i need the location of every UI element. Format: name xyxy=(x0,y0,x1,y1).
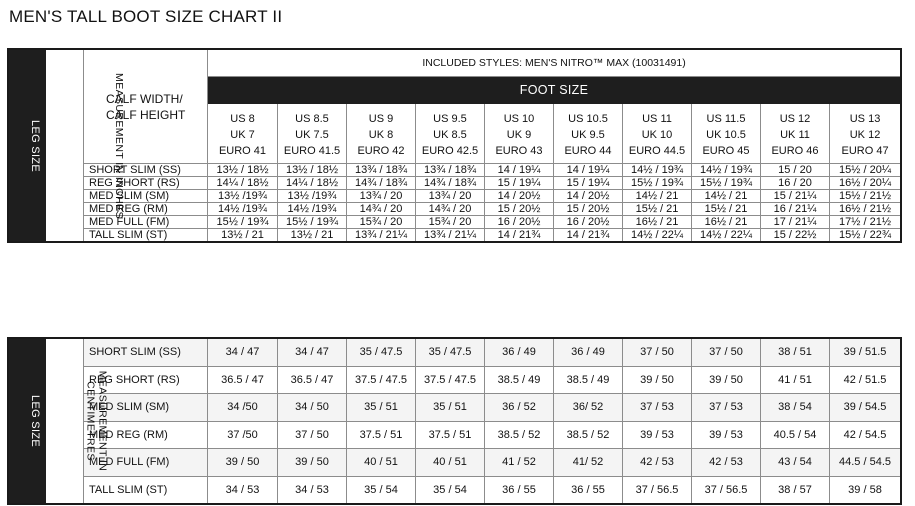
leg-size-label: LEG SIZE xyxy=(28,395,41,447)
size-uk: UK 12 xyxy=(849,128,881,141)
table-cell: 15 / 22½ xyxy=(761,229,830,242)
size-us: US 12 xyxy=(779,112,811,125)
table-cell: 15½ / 22¾ xyxy=(830,229,901,242)
table-cell: 13¾ / 20 xyxy=(416,190,485,203)
row-label: TALL SLIM (ST) xyxy=(84,476,208,504)
row-label: REG SHORT (RS) xyxy=(84,177,208,190)
table-cell: 36 / 55 xyxy=(554,476,623,504)
leg-size-label: LEG SIZE xyxy=(28,119,41,172)
table-cell: 38.5 / 49 xyxy=(554,366,623,394)
table-cell: 38 / 54 xyxy=(761,394,830,422)
table-cell: 17 / 21¼ xyxy=(761,216,830,229)
table-cell: 36 / 49 xyxy=(485,339,554,367)
table-cell: 15½ / 19¾ xyxy=(623,177,692,190)
table-cell: 13½ / 18½ xyxy=(208,164,278,177)
foot-size-column-header xyxy=(830,104,901,164)
table-cell: 37 / 53 xyxy=(623,394,692,422)
table-cell: 14 / 19¼ xyxy=(485,164,554,177)
table-cell: 13¾ / 21¼ xyxy=(416,229,485,242)
table-row xyxy=(9,164,901,177)
table-cell: 34 / 47 xyxy=(208,339,278,367)
size-uk: UK 7 xyxy=(230,128,255,141)
size-euro: EURO 43 xyxy=(495,144,543,157)
table-cell: 39 / 53 xyxy=(623,421,692,449)
table-row xyxy=(9,339,901,367)
foot-size-column-header xyxy=(692,104,761,164)
table-cell: 13¾ / 18¾ xyxy=(347,164,416,177)
table-cell: 15 / 19¼ xyxy=(554,177,623,190)
table-cell: 15 / 21¼ xyxy=(761,190,830,203)
table-cell: 43 / 54 xyxy=(761,449,830,477)
table-cell: 38.5 / 52 xyxy=(485,421,554,449)
table-cell: 15½ / 20¼ xyxy=(830,164,901,177)
table-row xyxy=(9,394,901,422)
size-uk: UK 8 xyxy=(368,128,394,141)
table-cell: 15¾ / 20 xyxy=(416,216,485,229)
table-cell: 44.5 / 54.5 xyxy=(830,449,901,477)
size-uk: UK 9 xyxy=(506,128,532,141)
row-label: MED FULL (FM) xyxy=(84,216,208,229)
table-cell: 34 /50 xyxy=(208,394,278,422)
size-uk: UK 9.5 xyxy=(571,128,605,141)
table-cell: 35 / 54 xyxy=(416,476,485,504)
table-row xyxy=(9,449,901,477)
size-euro: EURO 42.5 xyxy=(421,144,479,157)
measurement-line-1: MEASUREMENT IN xyxy=(96,370,109,472)
table-cell: 38.5 / 52 xyxy=(554,421,623,449)
table-cell: 36.5 / 47 xyxy=(208,366,278,394)
table-cell: 34 / 53 xyxy=(208,476,278,504)
size-euro: EURO 44 xyxy=(564,144,612,157)
row-label: MED SLIM (SM) xyxy=(84,190,208,203)
size-uk: UK 10.5 xyxy=(706,128,746,141)
foot-size-column-header xyxy=(416,104,485,164)
table-cell: 38 / 51 xyxy=(761,339,830,367)
table-cell: 15 / 19¼ xyxy=(485,177,554,190)
table-cell: 13¾ / 20 xyxy=(347,190,416,203)
foot-size-column-header xyxy=(208,104,278,164)
row-label: SHORT SLIM (SS) xyxy=(84,339,208,367)
foot-size-column-header xyxy=(485,104,554,164)
table-cell: 41 / 51 xyxy=(761,366,830,394)
table-row xyxy=(9,229,901,242)
table-cell: 16 / 20½ xyxy=(485,216,554,229)
size-euro: EURO 46 xyxy=(771,144,819,157)
table-cell: 16 / 20½ xyxy=(554,216,623,229)
table-cell: 36.5 / 47 xyxy=(278,366,347,394)
table-cell: 36 / 55 xyxy=(485,476,554,504)
row-label: MED FULL (FM) xyxy=(84,449,208,477)
table-cell: 14½ / 22¼ xyxy=(623,229,692,242)
row-label: SHORT SLIM (SS) xyxy=(84,164,208,177)
table-cell: 14 / 21¾ xyxy=(485,229,554,242)
table-cell: 16 / 20 xyxy=(761,177,830,190)
table-cell: 14½ / 22¼ xyxy=(692,229,761,242)
measurement-inches-label: MEASUREMENT IN INCHES xyxy=(112,72,125,219)
table-row xyxy=(9,203,901,216)
measurement-line-2: CENTIMETRES xyxy=(84,381,97,461)
table-cell: 37 / 50 xyxy=(623,339,692,367)
table-cell: 38.5 / 49 xyxy=(485,366,554,394)
size-us: US 8 xyxy=(230,112,255,125)
included-styles-header: INCLUDED STYLES: MEN'S NITRO™ MAX (10031491) xyxy=(208,50,901,77)
size-us: US 10.5 xyxy=(568,112,608,125)
table-cell: 14¼ / 18½ xyxy=(278,177,347,190)
table-cell: 15½ / 21½ xyxy=(830,190,901,203)
table-cell: 13½ /19¾ xyxy=(208,190,278,203)
table-cell: 13½ / 21 xyxy=(278,229,347,242)
table-cell: 40 / 51 xyxy=(416,449,485,477)
table-cell: 39 / 58 xyxy=(830,476,901,504)
table-cell: 41 / 52 xyxy=(485,449,554,477)
table-cell: 14½ / 19¾ xyxy=(692,164,761,177)
table-cell: 15½ / 19¾ xyxy=(692,177,761,190)
table-cell: 15½ / 21 xyxy=(623,203,692,216)
table-cell: 42 / 53 xyxy=(623,449,692,477)
table-cell: 39 / 53 xyxy=(692,421,761,449)
page-title: MEN'S TALL BOOT SIZE CHART II xyxy=(9,7,283,26)
leg-size-label-cell xyxy=(9,339,46,504)
table-cell: 40 / 51 xyxy=(347,449,416,477)
table-cell: 35 / 51 xyxy=(416,394,485,422)
table-cell: 16½ / 21 xyxy=(692,216,761,229)
size-us: US 11.5 xyxy=(706,112,746,125)
table-cell: 42 / 54.5 xyxy=(830,421,901,449)
table-cell: 17½ / 21½ xyxy=(830,216,901,229)
measurement-label-cell xyxy=(46,50,125,242)
table-cell: 14½ /19¾ xyxy=(278,203,347,216)
table-cell: 42 / 51.5 xyxy=(830,366,901,394)
size-euro: EURO 47 xyxy=(841,144,889,157)
table-cell: 15½ / 21 xyxy=(692,203,761,216)
table-cell: 37 / 50 xyxy=(278,421,347,449)
foot-size-column-header xyxy=(623,104,692,164)
table-cell: 15½ / 19¾ xyxy=(278,216,347,229)
size-uk: UK 11 xyxy=(780,128,810,141)
table-cell: 14½ / 21 xyxy=(623,190,692,203)
size-euro: EURO 41.5 xyxy=(283,144,341,157)
table-cell: 14¾ / 20 xyxy=(347,203,416,216)
table-row xyxy=(9,476,901,504)
size-uk: UK 7.5 xyxy=(295,128,329,141)
table-cell: 34 / 50 xyxy=(278,394,347,422)
table-cell: 14 / 19¼ xyxy=(554,164,623,177)
row-label: REG SHORT (RS) xyxy=(84,366,208,394)
size-euro: EURO 44.5 xyxy=(628,144,686,157)
measurement-label-cell xyxy=(46,339,109,504)
foot-size-column-header xyxy=(347,104,416,164)
table-row xyxy=(9,177,901,190)
table-cell: 37 / 53 xyxy=(692,394,761,422)
table-cell: 14¼ / 18½ xyxy=(208,177,278,190)
table-cell: 14¾ / 18¾ xyxy=(347,177,416,190)
table-cell: 13½ / 18½ xyxy=(278,164,347,177)
table-cell: 14 / 20½ xyxy=(554,190,623,203)
table-row xyxy=(9,421,901,449)
row-label: MED REG (RM) xyxy=(84,421,208,449)
table-cell: 37 / 50 xyxy=(692,339,761,367)
table-cell: 37 /50 xyxy=(208,421,278,449)
table-cell: 37.5 / 51 xyxy=(416,421,485,449)
table-cell: 14½ / 21 xyxy=(692,190,761,203)
table-cell: 14½ / 19¾ xyxy=(623,164,692,177)
size-uk: UK 8.5 xyxy=(433,128,467,141)
foot-size-column-header xyxy=(278,104,347,164)
table-cell: 34 / 47 xyxy=(278,339,347,367)
table-cell: 14½ /19¾ xyxy=(208,203,278,216)
table-cell: 39 / 50 xyxy=(623,366,692,394)
size-chart-centimetres-table xyxy=(8,338,901,504)
table-cell: 39 / 50 xyxy=(208,449,278,477)
table-cell: 39 / 50 xyxy=(278,449,347,477)
table-cell: 16½ / 20¼ xyxy=(830,177,901,190)
row-label: TALL SLIM (ST) xyxy=(84,229,208,242)
table-cell: 40.5 / 54 xyxy=(761,421,830,449)
table-cell: 37 / 56.5 xyxy=(692,476,761,504)
table-cell: 13¾ / 18¾ xyxy=(416,164,485,177)
measurement-centimetres-label xyxy=(84,371,108,472)
table-cell: 34 / 53 xyxy=(278,476,347,504)
table-row xyxy=(9,216,901,229)
size-us: US 9 xyxy=(368,112,394,125)
table-cell: 35 / 54 xyxy=(347,476,416,504)
size-us: US 8.5 xyxy=(295,112,329,125)
table-cell: 14¾ / 20 xyxy=(416,203,485,216)
table-cell: 14¾ / 18¾ xyxy=(416,177,485,190)
table-cell: 16 / 21¼ xyxy=(761,203,830,216)
table-cell: 36 / 49 xyxy=(554,339,623,367)
size-us: US 13 xyxy=(849,112,881,125)
table-cell: 36/ 52 xyxy=(554,394,623,422)
size-us: US 10 xyxy=(503,112,535,125)
foot-size-header: FOOT SIZE xyxy=(208,77,901,104)
table-cell: 14 / 20½ xyxy=(485,190,554,203)
size-uk: UK 10 xyxy=(641,128,673,141)
size-us: US 9.5 xyxy=(433,112,467,125)
table-cell: 35 / 47.5 xyxy=(416,339,485,367)
table-cell: 37 / 56.5 xyxy=(623,476,692,504)
size-euro: EURO 41 xyxy=(218,144,267,157)
size-euro: EURO 45 xyxy=(702,144,750,157)
row-label: MED SLIM (SM) xyxy=(84,394,208,422)
foot-size-column-header xyxy=(761,104,830,164)
table-cell: 42 / 53 xyxy=(692,449,761,477)
table-cell: 36 / 52 xyxy=(485,394,554,422)
table-cell: 39 / 50 xyxy=(692,366,761,394)
table-cell: 14 / 21¾ xyxy=(554,229,623,242)
table-cell: 13½ / 21 xyxy=(208,229,278,242)
foot-size-column-header xyxy=(554,104,623,164)
table-cell: 35 / 51 xyxy=(347,394,416,422)
table-cell: 15½ / 19¾ xyxy=(208,216,278,229)
table-cell: 15 / 20½ xyxy=(485,203,554,216)
size-us: US 11 xyxy=(642,112,672,125)
table-cell: 13¾ / 21¼ xyxy=(347,229,416,242)
table-cell: 39 / 51.5 xyxy=(830,339,901,367)
table-cell: 39 / 54.5 xyxy=(830,394,901,422)
table-row xyxy=(9,190,901,203)
table-cell: 37.5 / 47.5 xyxy=(347,366,416,394)
table-cell: 13½ /19¾ xyxy=(278,190,347,203)
calf-width-height-header: CALF WIDTH/ CALF HEIGHT xyxy=(84,50,208,164)
table-cell: 15 / 20 xyxy=(761,164,830,177)
table-cell: 15 / 20½ xyxy=(554,203,623,216)
table-cell: 37.5 / 51 xyxy=(347,421,416,449)
table-cell: 16½ / 21 xyxy=(623,216,692,229)
table-cell: 37.5 / 47.5 xyxy=(416,366,485,394)
table-cell: 41/ 52 xyxy=(554,449,623,477)
table-cell: 35 / 47.5 xyxy=(347,339,416,367)
table-cell: 15¾ / 20 xyxy=(347,216,416,229)
table-cell: 16½ / 21½ xyxy=(830,203,901,216)
table-row xyxy=(9,366,901,394)
table-cell: 38 / 57 xyxy=(761,476,830,504)
size-chart-inches-table xyxy=(8,49,901,242)
leg-size-label-cell xyxy=(9,50,46,242)
size-euro: EURO 42 xyxy=(357,144,405,157)
row-label: MED REG (RM) xyxy=(84,203,208,216)
